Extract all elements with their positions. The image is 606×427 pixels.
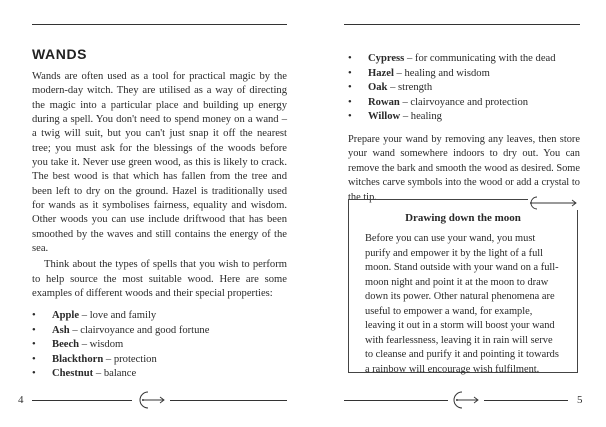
box-title: Drawing down the moon [405, 212, 521, 224]
section-title: WANDS [32, 46, 88, 62]
list-item [348, 67, 580, 82]
wood-desc: – for communicating with the dead [406, 53, 556, 64]
wood-name: Cypress [368, 53, 405, 64]
wood-name: Rowan [368, 96, 400, 108]
wood-name: Chestnut [52, 368, 94, 380]
box-text: Before you can use your wand, you must purify and empower it by the light of a full moon. Stand outside with your wand on a full-moon night and point it at the moon to draw down its power. Other natural phenomena are useful to empower a wand, for example, leaving it out in a storm will boost your wand with fearlessness, leaving it in rain will serve to cleanse and purify it and pointing it towards a rainbow will encourage wish fulfilment. [365, 233, 559, 375]
wood-desc: – healing and wisdom [396, 67, 490, 79]
woods-list-right [348, 52, 580, 125]
wood-name: Apple [52, 310, 80, 321]
bullet: • [32, 339, 36, 351]
wood-desc: – wisdom [81, 339, 124, 351]
bullet: • [32, 353, 36, 365]
list-item [348, 81, 580, 96]
footer-rule-left-b [170, 400, 287, 401]
footer-rule-left-a [32, 400, 132, 401]
wood-name: Blackthorn [52, 353, 104, 365]
footer-rule-right-b [484, 400, 568, 401]
wood-desc: – healing [402, 111, 442, 123]
wands-body [32, 70, 287, 302]
list-item [32, 338, 282, 353]
wood-desc: – clairvoyance and good fortune [72, 324, 210, 336]
top-rule-left [32, 24, 287, 25]
bullet: • [32, 368, 36, 380]
bullet: • [348, 67, 352, 79]
list-item [32, 324, 282, 339]
page-number-left: 4 [18, 394, 24, 406]
wood-desc: – clairvoyance and protection [402, 96, 529, 108]
wood-desc: – love and family [81, 310, 157, 321]
footer-rule-right-a [344, 400, 448, 401]
wood-desc: – balance [95, 368, 137, 380]
top-rule-right [344, 24, 580, 25]
wood-name: Oak [368, 82, 388, 94]
wood-name: Beech [52, 339, 80, 351]
list-item [348, 96, 580, 111]
bullet: • [348, 82, 352, 94]
wood-name: Hazel [368, 67, 394, 79]
page-number-right: 5 [577, 394, 583, 406]
bullet: • [348, 111, 352, 123]
moon-arrow-icon [138, 390, 166, 415]
list-item [32, 309, 282, 324]
list-item [348, 52, 580, 67]
bullet: • [348, 53, 352, 64]
moon-arrow-icon [528, 196, 578, 215]
list-item [348, 110, 580, 125]
bullet: • [32, 324, 36, 336]
wand-preparation-paragraph: Prepare your wand by removing any leaves, then store your wand somewhere indoors to dry out. You can remove the bark and smooth the wood as desired. Some witches carve symbols into the wood or add a crystal to the tip. [348, 134, 581, 203]
paragraph-intro: Wands are often used as a tool for practical magic by the modern-day witch. They are utilised as a way of directing the magic into a particular place and building up energy during a spell. You don't need to spend money on a wand – a twig will suit, but you can't just snap it off the nearest tree; you must ask for the blessings of the woods before you take it. Never use green wood, as this is likely to crack. The best wood is that which has fallen from the tree and been left to dry on the ground. Hazel is traditionally used for wands as it symbolises fairness, equality and wisdom. Other woods you can use include driftwood that has been smoothed by the waves and still contains the energy of the sea. [32, 71, 287, 255]
list-item [32, 353, 282, 368]
list-item [32, 367, 282, 382]
paragraph-woods-intro: Think about the types of spells that you wish to perform to help source the most suitable wood. Here are some examples of different woods and their special properties: [32, 259, 287, 300]
moon-arrow-icon [452, 390, 480, 415]
bullet: • [348, 96, 352, 108]
wood-name: Ash [52, 324, 70, 336]
wood-name: Willow [368, 111, 401, 123]
woods-list-left [32, 309, 282, 382]
sidebar-box [348, 199, 578, 373]
wood-desc: – protection [105, 353, 157, 365]
wood-desc: – strength [390, 82, 433, 94]
bullet: • [32, 310, 36, 321]
